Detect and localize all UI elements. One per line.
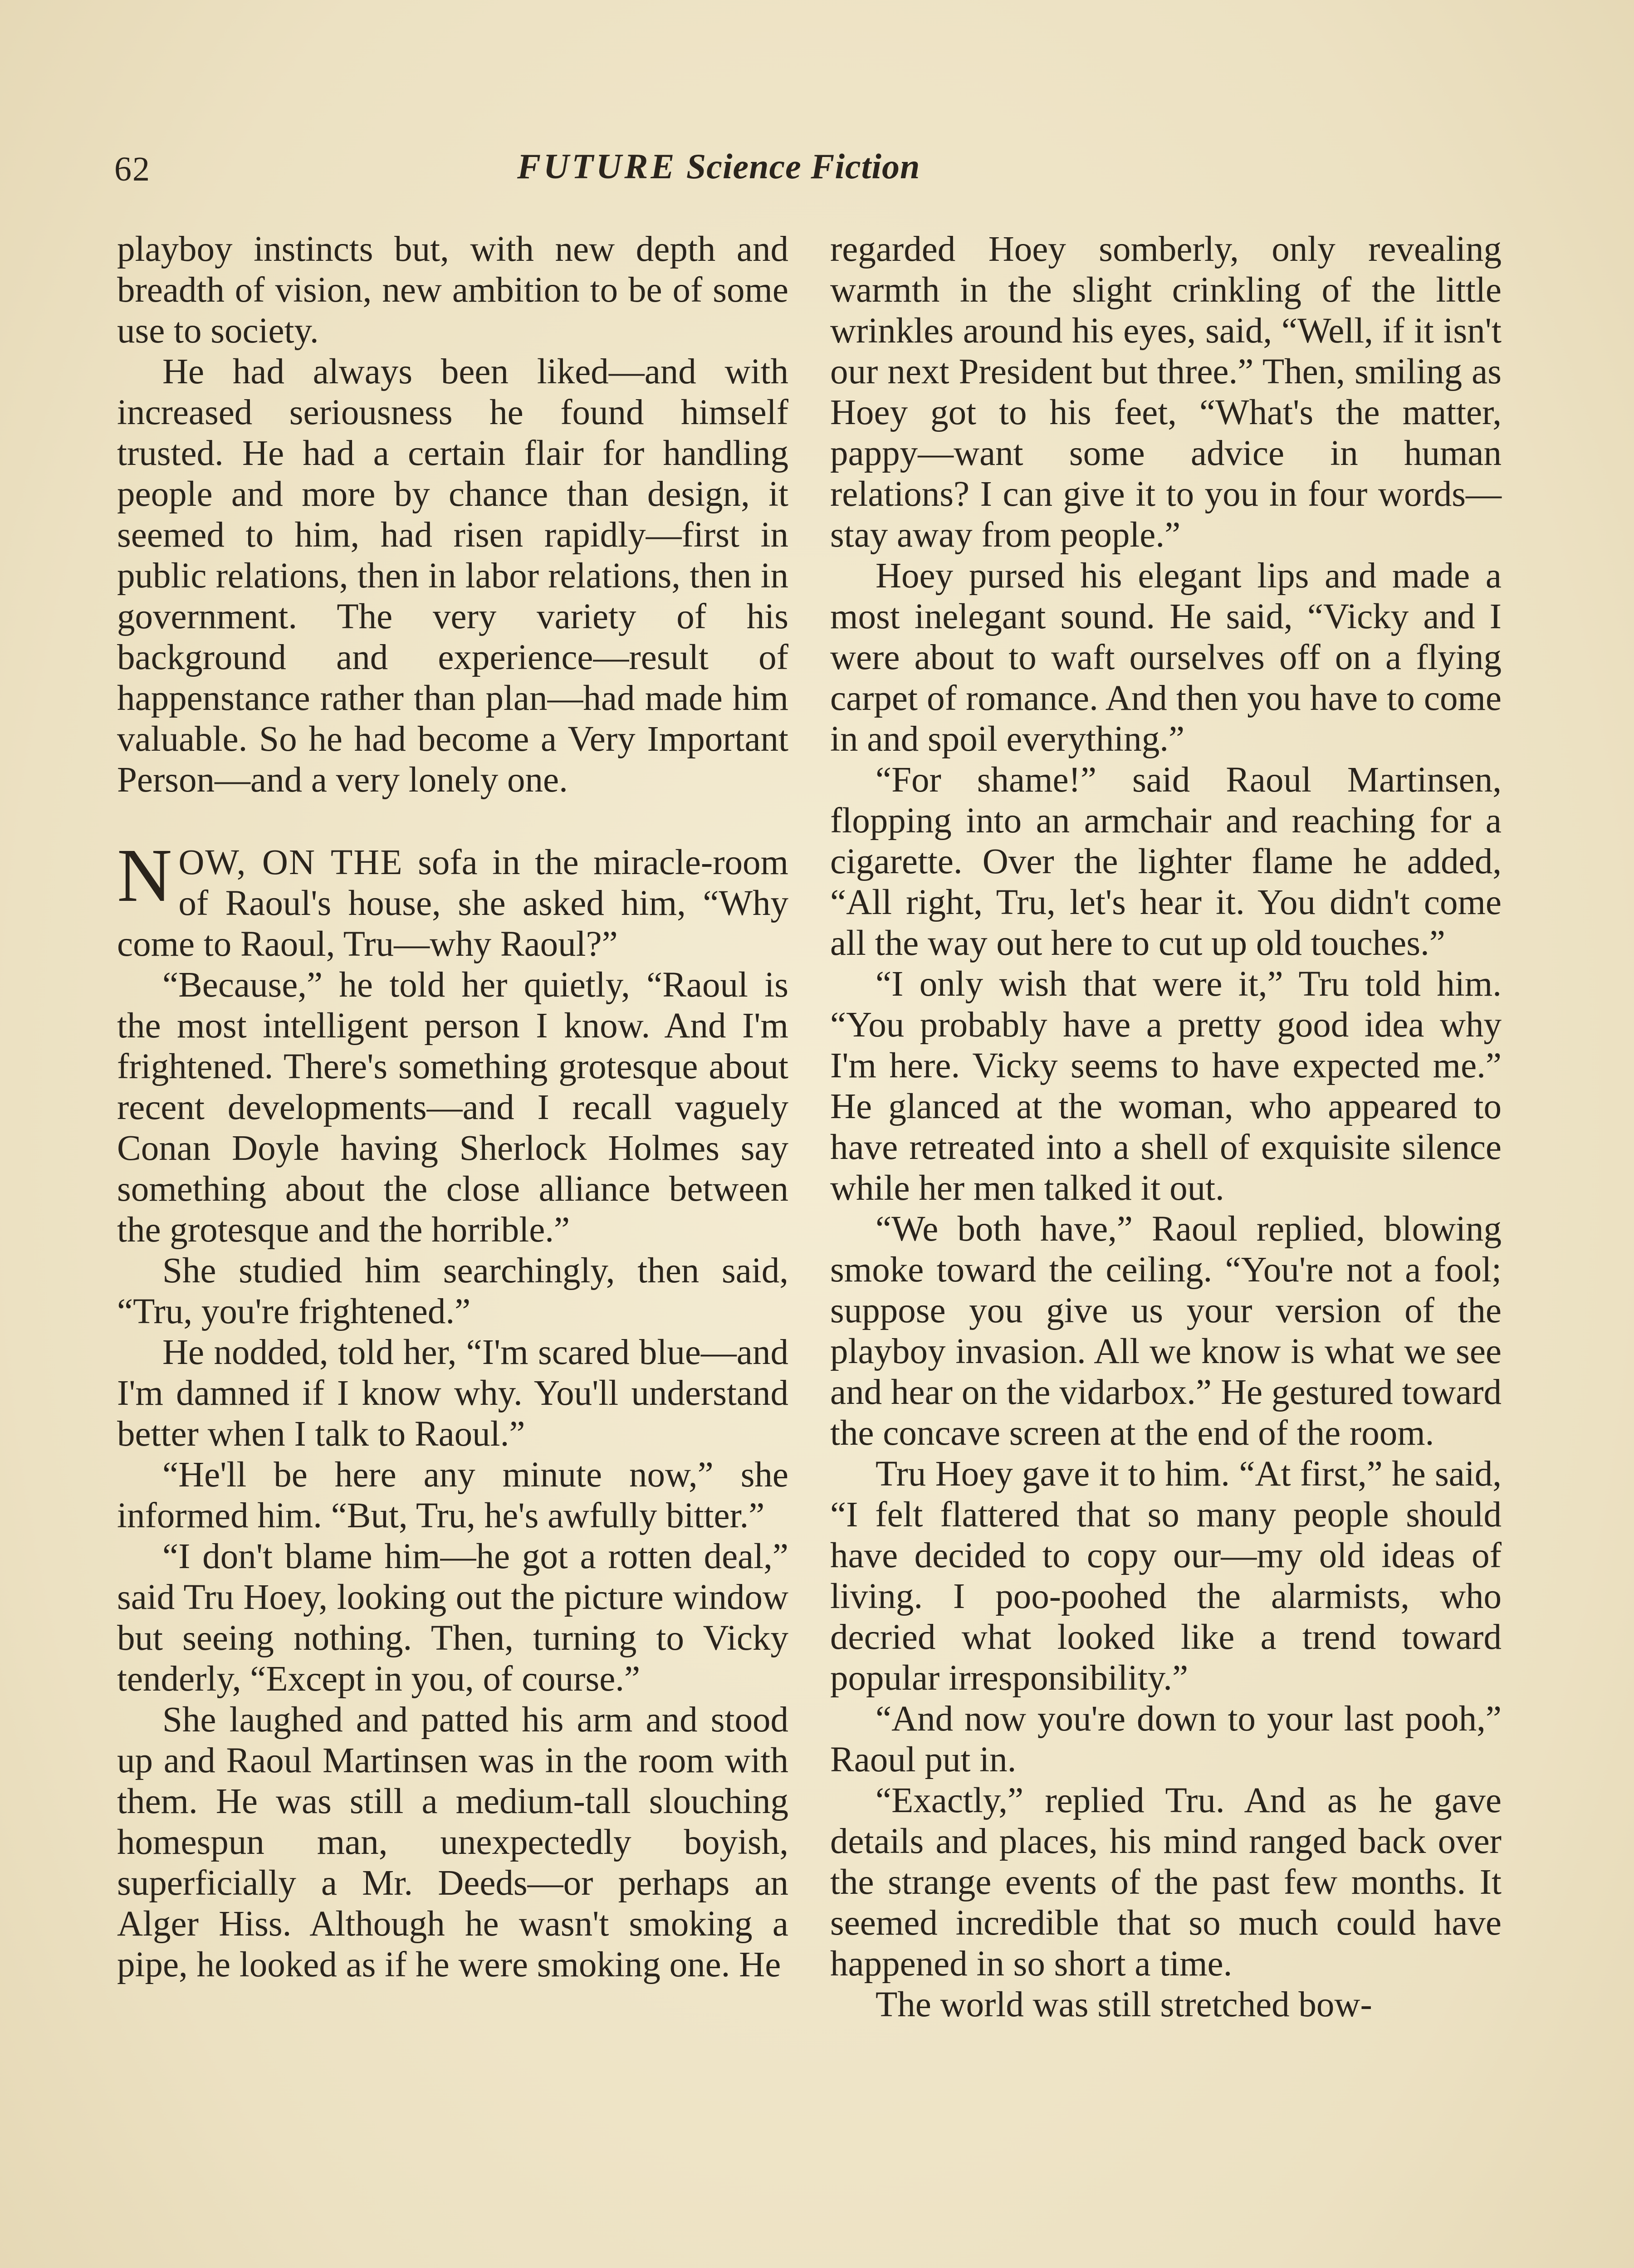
paragraph: Hoey pursed his elegant lips and made a most inelegant sound. He said, “Vicky and I were about to waft ourselves off on a flying carpet of romance. And then you have to come in and spoil everything.” <box>830 556 1502 759</box>
paragraph: He nodded, told her, “I'm scared blue—and I'm damned if I know why. You'll understand better when I talk to Raoul.” <box>117 1333 788 1454</box>
paragraph: regarded Hoey somberly, only revealing warmth in the slight crinkling of the little wrinkles around his eyes, said, “Well, if it isn't our next President but three.” Then, smiling as Hoey got to his feet, “What's the matter, pappy—want some advice in human relations? I can give it to you in four words—stay away from people.” <box>830 230 1502 555</box>
paragraph: The world was still stretched bow- <box>876 1985 1372 2024</box>
page-number: 62 <box>114 150 151 188</box>
magazine-title-rest: Science Fiction <box>686 147 920 186</box>
paragraph: “For shame!” said Raoul Martinsen, flopping into an armchair and reaching for a cigarette. Over the lighter flame he added, “All right, Tru, let's hear it. You didn't come all the way out here to cut up old touches.” <box>830 760 1502 963</box>
paragraph: “We both have,” Raoul replied, blowing smoke toward the ceiling. “You're not a fool; suppose you give us your version of the playboy invasion. All we know is what we see and hear on the vidarbox.” He gestured toward the concave screen at the end of the room. <box>830 1209 1502 1453</box>
paragraph: “He'll be here any minute now,” she informed him. “But, Tru, he's awfully bitter.” <box>117 1455 788 1535</box>
paragraph: “I only wish that were it,” Tru told him. “You probably have a pretty good idea why I'm here. Vicky seems to have expected me.” He glanced at the woman, who appeared to have retreated into a shell of exquisite silence while her men talked it out. <box>830 964 1502 1208</box>
section-lead-caps: OW, ON THE <box>178 843 403 882</box>
paragraph: He had always been liked—and with increased seriousness he found himself trusted. He had a certain flair for handling people and more by chance than design, it seemed to him, had risen rapidly—first in public relations, then in labor relations, then in government. The very variety of his background and experience—result of happenstance rather than plan—had made him valuable. So he had become a Very Important Person—and a very lonely one. <box>117 352 788 800</box>
paragraph: “Exactly,” replied Tru. And as he gave details and places, his mind ranged back over the strange events of the past few months. It seemed incredible that so much could have happened in so short a time. <box>830 1781 1502 1984</box>
paragraph: “I don't blame him—he got a rotten deal,” said Tru Hoey, looking out the picture window but seeing nothing. Then, turning to Vicky tenderly, “Except in you, of course.” <box>117 1537 788 1699</box>
paragraph: She studied him searchingly, then said, “Tru, you're frightened.” <box>117 1251 788 1331</box>
paragraph: Tru Hoey gave it to him. “At first,” he said, “I felt flattered that so many people should have decided to copy our—my old ideas of living. I poo-poohed the alarmists, who decried what looked like a trend toward popular irresponsibility.” <box>830 1454 1502 1698</box>
section-lead-text: sofa in the miracle-room of Raoul's house, she asked him, “Why come to Raoul, Tru—why Raoul?” <box>117 843 788 964</box>
section-opening-paragraph <box>117 833 788 965</box>
paragraph: “Because,” he told her quietly, “Raoul is the most intelligent person I know. And I'm frightened. There's something grotesque about recent developments—and I recall vaguely Conan Doyle having Sherlock Holmes say something about the close alliance between the grotesque and the horrible.” <box>117 965 788 1250</box>
paragraph: She laughed and patted his arm and stood up and Raoul Martinsen was in the room with them. He was still a medium-tall slouching homespun man, unexpectedly boyish, superficially a Mr. Deeds—or perhaps an Alger Hiss. Although he wasn't smoking a pipe, he looked as if he were smoking one. He <box>117 1700 788 1984</box>
left-column <box>117 229 788 1985</box>
right-column <box>830 229 1502 2025</box>
paragraph: “And now you're down to your last pooh,” Raoul put in. <box>830 1699 1502 1779</box>
magazine-title-future: FUTURE <box>517 147 677 186</box>
running-head <box>517 146 920 187</box>
drop-cap: N <box>117 833 172 918</box>
paragraph: playboy instincts but, with new depth and breadth of vision, new ambition to be of some use to society. <box>117 230 788 351</box>
